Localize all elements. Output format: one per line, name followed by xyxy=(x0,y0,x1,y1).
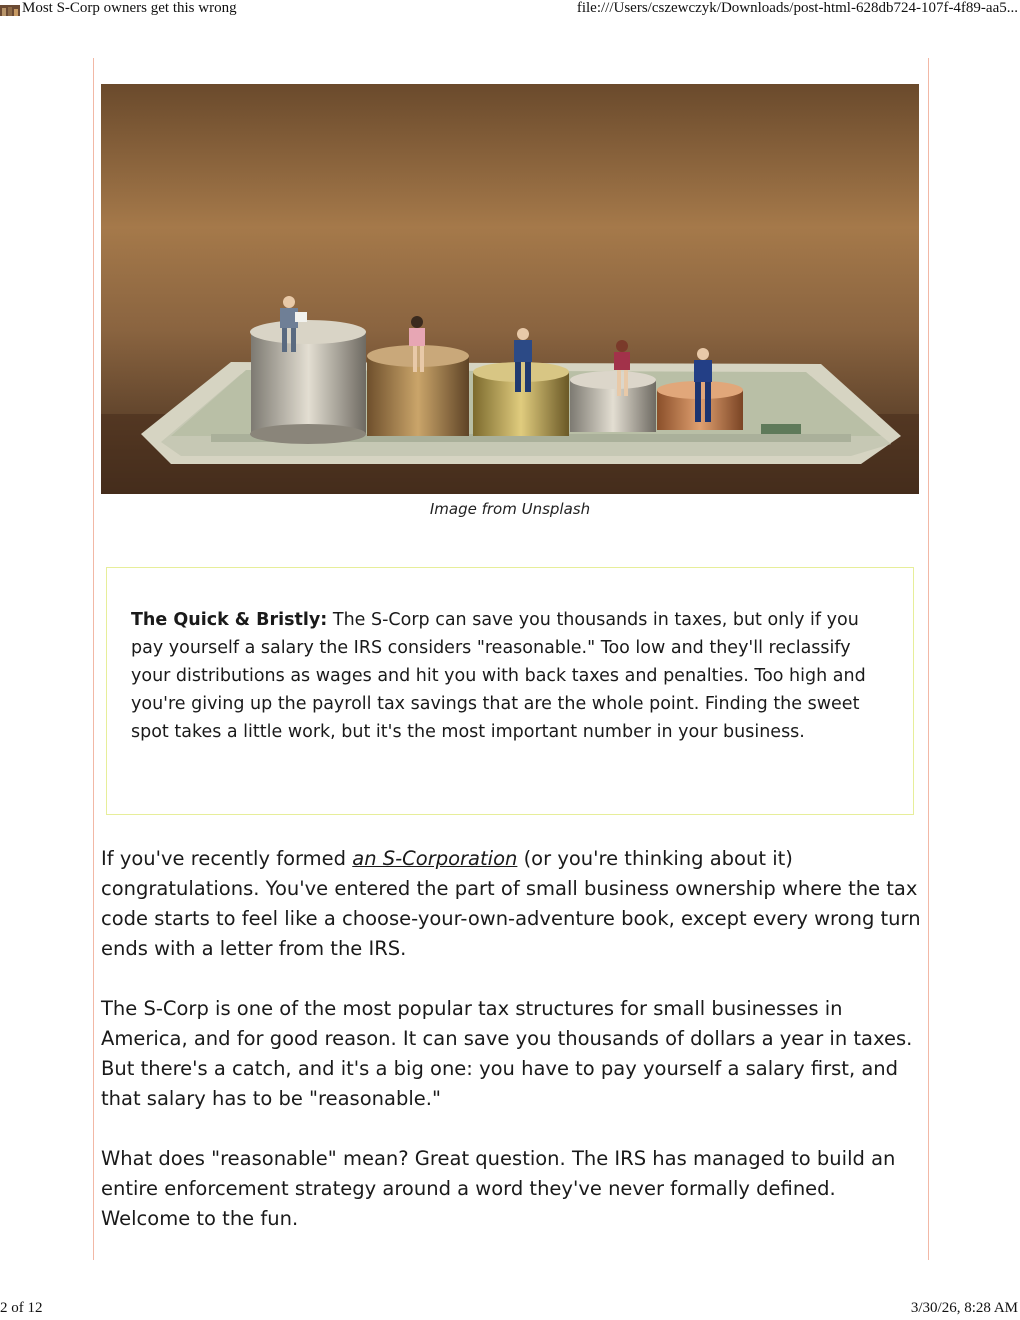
coin-stack-4 xyxy=(570,371,656,432)
print-header-url: file:///Users/cszewczyk/Downloads/post-html-628db724-107f-4f89-aa5... xyxy=(576,0,1018,16)
image-caption: Image from Unsplash xyxy=(429,500,591,518)
paragraph-1 xyxy=(101,844,921,964)
paragraph-2: The S-Corp is one of the most popular tax structures for small businesses in America, and for good reason. It can save you thousands of dollars a year in taxes. But there's a catch, and it's a big one: you have to pay yourself a salary first, and that salary has to be "reasonable." xyxy=(101,997,913,1110)
print-datetime: 3/30/26, 8:28 AM xyxy=(910,1300,1018,1316)
paragraph-1-start: If you've recently formed xyxy=(101,847,353,870)
summary-callout xyxy=(106,567,914,815)
print-header-title-group xyxy=(0,0,237,17)
coin-stack-1 xyxy=(250,320,366,444)
s-corporation-link[interactable]: an S-Corporation xyxy=(352,847,518,870)
print-header xyxy=(0,0,1020,20)
favicon-icon xyxy=(0,2,20,16)
page-indicator: 2 of 12 xyxy=(0,1300,43,1316)
paragraph-1-end: (or you're thinking about it) congratulations. You've entered the part of small business ownership where the tax code starts to feel like a choose-your-own-adventure book, except every wrong turn ends with a letter from the IRS. xyxy=(101,847,921,960)
hero-image xyxy=(101,84,919,494)
print-footer xyxy=(0,1300,1020,1320)
article-body xyxy=(101,844,921,1264)
print-header-title: Most S-Corp owners get this wrong xyxy=(22,0,237,16)
paragraph-3: What does "reasonable" mean? Great question. The IRS has managed to build an entire enforcement strategy around a word they've never formally defined. Welcome to the fun. xyxy=(101,1147,896,1230)
callout-text: The S-Corp can save you thousands in taxes, but only if you pay yourself a salary the IRS considers "reasonable." Too low and they'll reclassify your distributions as wages and hit you with back taxes and penalties. Too high and you're giving up the payroll tax savings that are the whole point. Finding the sweet spot takes a little work, but it's the most important number in your business. xyxy=(131,610,866,742)
callout-lead: The Quick & Bristly: xyxy=(131,610,328,630)
hero-illustration xyxy=(101,84,919,494)
coin-stack-2 xyxy=(367,345,469,436)
